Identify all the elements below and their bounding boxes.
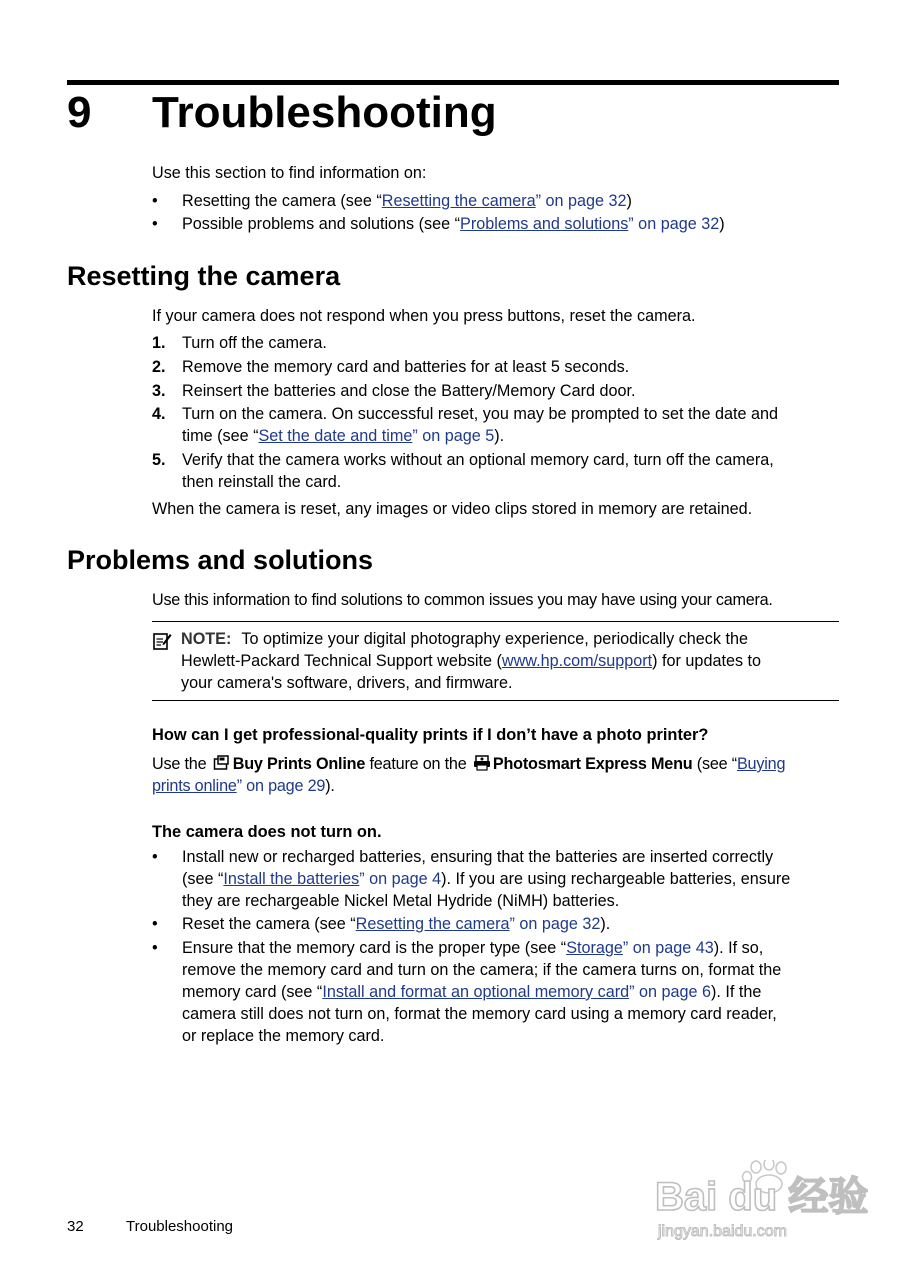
link-resetting-camera-2[interactable]: Resetting the camera [355,915,510,933]
answer-prints: Use the Buy Prints Online feature on the Photosmart Express Menu (see “Buying prints online” on page 29). [152,755,786,795]
step-4: 4. Turn on the camera. On successful reset, you may be prompted to set the date and time (see “Set the date and time” on page 5). [152,405,778,445]
reset-heading: Resetting the camera [67,261,341,291]
photosmart-express-icon [473,755,491,771]
link-install-format-card[interactable]: Install and format an optional memory card [322,983,630,1001]
link-resetting-camera[interactable]: Resetting the camera [381,192,536,210]
problems-intro: Use this information to find solutions to common issues you may have using your camera. [152,591,773,609]
link-buying-prints[interactable]: Buying [736,755,786,773]
power-bullet-1: • Install new or recharged batteries, ensuring that the batteries are inserted correctly (see “Install the batteries” on page 4). If you are using rechargeable batteries, ensure they are rechargeable Nickel Metal Hydride (NiMH) batteries. [152,848,791,910]
reset-intro: If your camera does not respond when you press buttons, reset the camera. [152,307,696,325]
note-box [152,621,839,701]
power-bullet-2: • Reset the camera (see “Resetting the camera” on page 32). [152,915,611,933]
footer-title: Troubleshooting [126,1218,234,1235]
link-hp-support[interactable]: www.hp.com/support [501,652,653,670]
reset-closing: When the camera is reset, any images or video clips stored in memory are retained. [152,500,753,518]
step-1: 1. Turn off the camera. [152,334,327,352]
buy-prints-icon [213,755,231,771]
link-set-date-time[interactable]: Set the date and time [258,427,413,445]
watermark-url: jingyan.baidu.com [658,1223,787,1240]
link-storage[interactable]: Storage [566,939,623,957]
note-text: NOTE: To optimize your digital photography experience, periodically check the Hewlett-Packard Technical Support website (www.hp.com/support) for updates to your camera's software, drivers, and firmware. [181,630,762,692]
watermark-brand: Bai du 经验 [655,1175,868,1219]
note-icon [152,631,172,651]
problems-heading: Problems and solutions [67,545,374,575]
link-problems-solutions[interactable]: Problems and solutions [460,215,629,233]
intro-text: Use this section to find information on: [152,164,427,182]
power-bullet-3: • Ensure that the memory card is the proper type (see “Storage” on page 43). If so, remove the memory card and turn on the camera; if the camera turns on, format the memory card (see “Install and format an optional memory card” on page 6). If the camera still does not turn on, format the memory card using a memory card reader, or replace the memory card. [152,939,782,1045]
step-3: 3. Reinsert the batteries and close the Battery/Memory Card door. [152,382,636,400]
intro-bullet: • Possible problems and solutions (see “Problems and solutions” on page 32) [152,215,725,233]
step-2: 2. Remove the memory card and batteries for at least 5 seconds. [152,358,630,376]
step-5: 5. Verify that the camera works without an optional memory card, turn off the camera, then reinstall the card. [152,451,774,491]
question-power: The camera does not turn on. [152,823,382,841]
chapter-title: Troubleshooting [152,88,497,137]
link-buying-prints-2[interactable]: prints online [152,777,237,795]
chapter-rule [67,80,839,85]
link-install-batteries[interactable]: Install the batteries [223,870,360,888]
intro-bullet: • Resetting the camera (see “Resetting the camera” on page 32) [152,192,632,210]
baidu-watermark-logo [653,1160,868,1240]
question-prints: How can I get professional-quality prints if I don’t have a photo printer? [152,726,709,744]
chapter-number: 9 [67,88,92,137]
footer-page-number: 32 [67,1218,84,1235]
note-label: NOTE: [181,630,232,648]
